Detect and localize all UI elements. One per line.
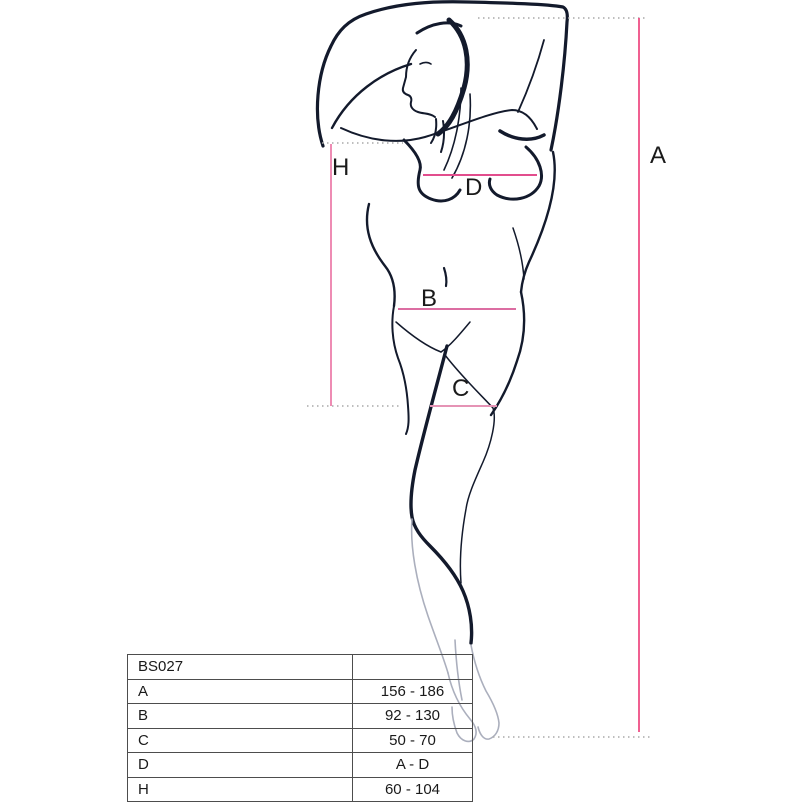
row-value-cell: 50 - 70	[353, 728, 473, 753]
size-table	[127, 654, 473, 802]
measurement-lines	[331, 18, 639, 732]
table-row	[128, 679, 473, 704]
label-C: C	[452, 375, 470, 402]
row-label-cell: A	[128, 679, 353, 704]
table-row	[128, 753, 473, 778]
row-label-cell: D	[128, 753, 353, 778]
row-value-cell: 60 - 104	[353, 777, 473, 802]
row-label-cell: C	[128, 728, 353, 753]
label-D: D	[465, 174, 483, 201]
label-A: A	[650, 142, 667, 169]
row-value-cell: A - D	[353, 753, 473, 778]
table-row	[128, 777, 473, 802]
table-header-row	[128, 655, 473, 680]
woman-silhouette	[317, 2, 567, 742]
table-row	[128, 728, 473, 753]
label-H: H	[332, 154, 350, 181]
label-B: B	[421, 285, 438, 312]
row-label-cell: H	[128, 777, 353, 802]
dotted-reference-lines	[307, 18, 650, 737]
product-code-cell: BS027	[128, 655, 353, 680]
row-value-cell: 156 - 186	[353, 679, 473, 704]
row-value-cell: 92 - 130	[353, 704, 473, 729]
row-label-cell: B	[128, 704, 353, 729]
header-empty-cell	[353, 655, 473, 680]
table-row	[128, 704, 473, 729]
